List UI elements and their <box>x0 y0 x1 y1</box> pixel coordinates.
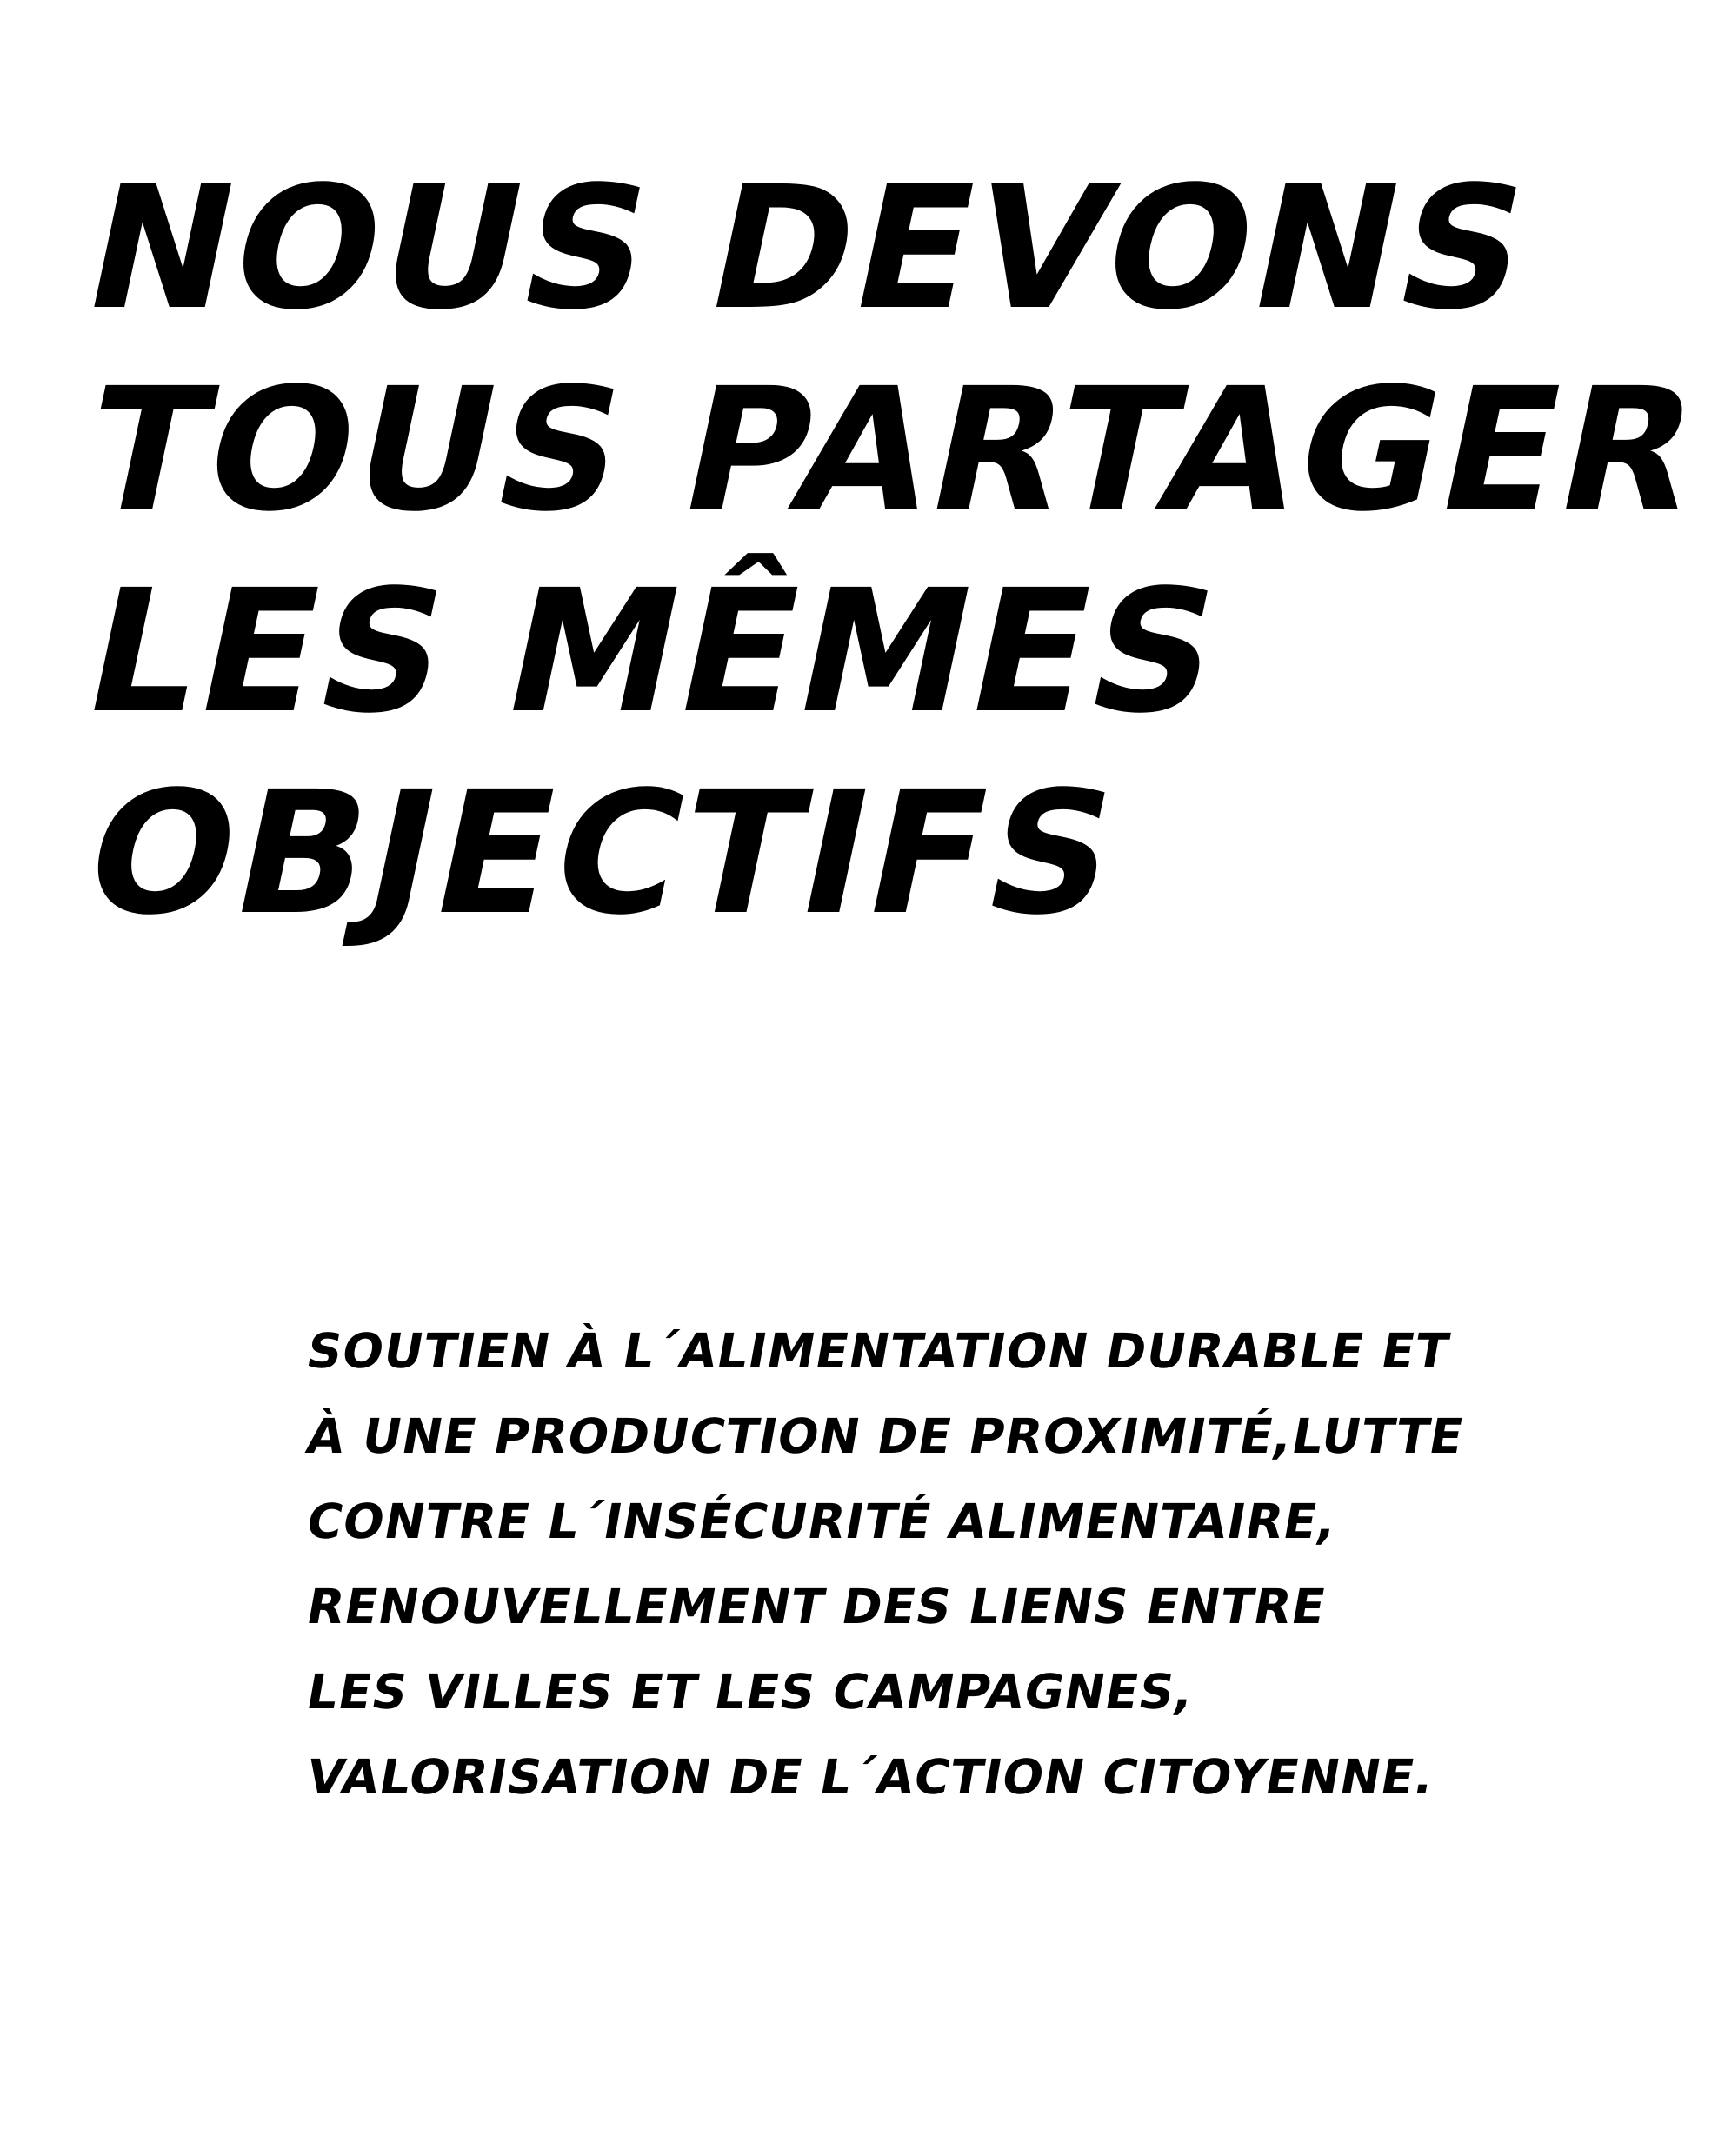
headline-line: TOUS PARTAGER <box>70 351 1718 549</box>
body-line: VALORISATION DE L´ACTION CITOYENNE. <box>302 1749 1439 1805</box>
body-line: À UNE PRODUCTION DE PROXIMITÉ,LUTTE <box>302 1408 1468 1464</box>
body-line: RENOUVELLEMENT DES LIENS ENTRE <box>302 1579 1331 1634</box>
body-line: SOUTIEN À L´ALIMENTATION DURABLE ET <box>302 1323 1455 1379</box>
headline-line: OBJECTIFS <box>70 755 1137 952</box>
body-paragraph <box>300 1308 1468 1820</box>
headline-line: NOUS DEVONS <box>70 150 1548 347</box>
body-line: CONTRE L´INSÉCURITÉ ALIMENTAIRE, <box>302 1494 1342 1549</box>
body-line: LES VILLES ET LES CAMPAGNES, <box>302 1664 1199 1720</box>
headline-line: LES MÊMES <box>70 553 1240 750</box>
headline <box>70 148 1718 955</box>
